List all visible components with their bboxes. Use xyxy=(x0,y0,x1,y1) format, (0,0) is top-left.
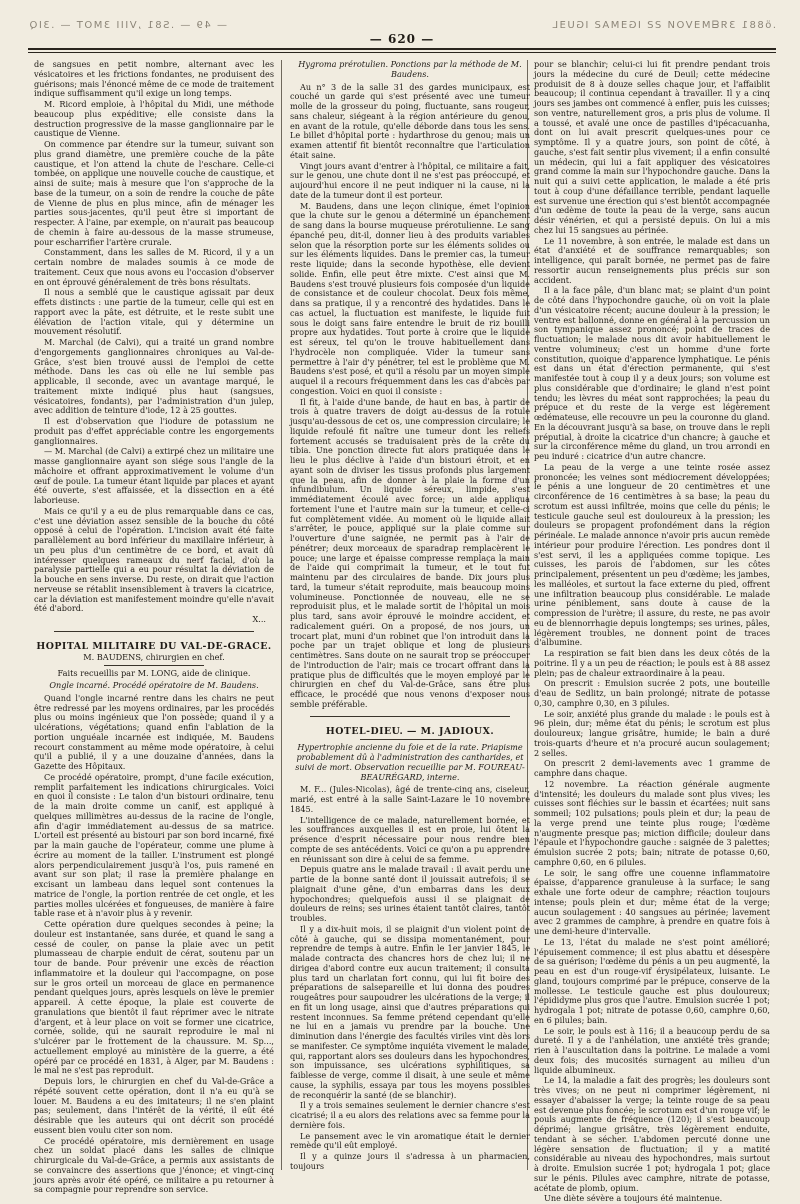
section-chief: M. BAUDENS, chirurgien en chef. xyxy=(83,651,225,662)
paragraph: On prescrit : Emulsion sucrée 2 pots, une bouteille d'eau de Sedlitz, un bain prolongé; nitrate de potasse 0,30, camphre 0,30, en 3 pilules. xyxy=(534,678,770,708)
paragraph: M. Marchal (de Calvi), qui a traité un grand nombre d'engorgements ganglionnaires chroniques au Val-de-Grâce, s'est bien trouvé aussi de l'emploi de cette méthode. Dans les cas où elle ne lui semble pas applicable, il seconde, avec un avantage marqué, le traitement mixte indiqué plus haut (sangsues, vésicatoires, fondants), par l'administration d'un julep, avec addition de teinture d'iode, 12 à 25 gouttes. xyxy=(34,337,274,416)
paragraph: Il y a quinze jours il s'adressa à un pharmacien, toujours xyxy=(290,1151,530,1171)
paragraph: Quand l'ongle incarné rentre dans les chairs ne peut être redressé par les moyens ordinaires, par les procédés plus ou moins ingénieux que l'on possède; quand il y a ulcérations, végétations; quand enfin l'ablation de la portion unguéale incarnée est indiquée, M. Baudens recourt constamment au même mode opératoire, à celui qu'il a publié, il y a une douzaine d'années, dans la Gazette des Hôpitaux. xyxy=(34,692,274,771)
paragraph: La peau de la verge a une teinte rosée assez prononcée; les veines sont médiocrement développées; le pénis a une longueur de 20 centimètres et une circonférence de 16 centimètres à sa base; la peau du scrotum est aussi infiltrée, moins que celle du pénis; le testicule gauche seul est douloureux à la pression; les douleurs se propagent profondément dans la région périnéale. Le malade annonce n'avoir pris aucun remède intérieur pour produire l'érection. Les pondres dont il s'est servi, il les a appliquées comme topique. Les cuisses, les parois de l'abdomen, sur les côtes principalement, présentent un peu d'œdème; les jambes, les malléoles, et surtout la face externe du pied, offrent une infiltration beaucoup plus considérable. Le malade urine péniblement, sans doute à cause de la compression de l'urètre; il assure, du reste, ne pas avoir eu de blennorrhagie depuis longtemps; ses urines, pâles, légèrement troubles, ne donnent point de traces d'albumine. xyxy=(534,461,770,648)
column-2 xyxy=(290,59,530,1171)
paragraph: 12 novembre. La réaction générale augmente d'intensité; les douleurs du malade sont plus vives; les cuisses sont fléchies sur le bassin et écartées; nuit sans sommeil; 102 pulsations; pouls plein et dur; la peau de la verge prend une teinte plus rouge; l'œdème n'augmente presque pas; miction difficile; douleur dans l'épaule et l'hypochondre gauche : saignée de 3 palettes; émulsion sucrée 2 pots; bain; nitrate de potasse 0,60, camphre 0,60, en 6 pilules. xyxy=(534,778,770,867)
paragraph: Il est d'observation que l'iodure de potassium ne produit pas d'effet appréciable contre les engorgements ganglionnaires. xyxy=(34,416,274,446)
paragraph: Cette opération dure quelques secondes à peine; la douleur est instantanée, sans durée, et quand le sang a cessé de couler, on panse la plaie avec un petit plumasseau de charpie enduit de cérat, soutenu par un tour de bande. Pour prévenir une excès de réaction inflammatoire et la douleur qui l'accompagne, on pose sur le gros orteil un morceau de glace en permanence pendant quelques jours, après lesquels on lève le premier appareil. À cette époque, la plaie est couverte de granulations que bientôt il faut réprimer avec le nitrate d'argent, et à leur place on voit se former une cicatrice, cornée, solide, qui ne saurait reproduire le mal ni s'ulcérer par le frottement de la chaussure. M. Sp..., actuellement employé au ministère de la guerre, a été opéré par ce procédé en 1831, à Alger, par M. Baudens : le mal ne s'est pas reproduit. xyxy=(34,919,274,1076)
section-title-val-de-grace: HOPITAL MILITAIRE DU VAL-DE-GRACE. xyxy=(36,640,272,652)
paragraph: Il y a trois semaines seulement le dernier chancre s'est cicatrisé; il a eu alors des relations avec sa femme pour la dernière fois. xyxy=(290,1100,530,1130)
paragraph: On commence par étendre sur la tumeur, suivant son plus grand diamètre, une première couche de la pâte caustique, et l'on attend la chute de l'eschare. Celle-ci tombée, on applique une nouvelle couche de caustique, et ainsi de suite; mais à mesure que l'on s'approche de la base de la tumeur, on a soin de rendre la couche de pâte de Vienne de plus en plus mince, afin de ménager les parties sous-jacentes, qu'il peut être si important de respecter. À l'aine, par exemple, on n'aurait pas beaucoup de chemin à faire au-dessous de la masse strumeuse, pour escharrifier l'artère crurale. xyxy=(34,139,274,247)
header-rule xyxy=(28,48,776,50)
paragraph: On prescrit 2 demi-lavements avec 1 gramme de camphre dans chaque. xyxy=(534,758,770,778)
paragraph: Constamment, dans les salles de M. Ricord, il y a un certain nombre de malades soumis à ce mode de traitement. Ceux que nous avons eu l'occasion d'observer en ont éprouvé généralement de très bons résultats. xyxy=(34,247,274,287)
page-header xyxy=(28,14,776,56)
section-title-hotel-dieu: HOTEL-DIEU. — M. JADIOUX. xyxy=(325,725,495,737)
paragraph: Il y a dix-huit mois, il se plaignit d'un violent point de côté à gauche, qui se dissipa momentanément, pour reprendre de temps à autre. Enfin le 1er janvier 1845, le malade contracta des chancres hors de chez lui; il ne dirigea d'abord contre eux aucun traitement; il consulta plus tard un charlatan fort connu, qui lui fit boire des préparations de salsepareille et lui donna des poudres rougeâtres pour saupoudrer les ulcérations de la verge; il en fit un long usage, ainsi que d'autres préparations qui restent inconnues. Sa femme prétend cependant qu'elle ne lui en a jamais vu prendre par la bouche. Une diminution dans l'énergie des facultés viriles vint dès lors se manifester. Ce symptôme inquiéta vivement le malade, qui, rapportant alors ses douleurs dans les hypochondres, son impuissance, ses ulcérations syphilitiques, sa faiblesse de verge, comme il disait, à une seule et même cause, la syphilis, essaya par tous les moyens possibles de reconquérir la santé (de se blanchir). xyxy=(290,923,530,1100)
paragraph: Il fit, à l'aide d'une bande, de haut en bas, à partir de trois à quatre travers de doigt au-dessus de la rotule jusqu'au-dessous de cet os, une compression circulaire; le liquide refoulé fit naître une tumeur dont les reliefs fortement accusés se traduisaient près de la crête du tibia. Une ponction directe fut alors pratiquée dans le lieu le plus déclive à l'aide d'un bistouri étroit, et en ayant soin de diviser les tissus profonds plus largement que la peau, afin de donner à la plaie la forme d'un infundibulum. Un liquide séreux, limpide, s'est immédiatement écoulé avec force; un aide appliqua fortement l'une et l'autre main sur la tumeur, et celle-ci fut complètement vidée. Au moment où le liquide allait s'arrêter, le pouce, appliqué sur la plaie comme sur l'ouverture d'une saignée, ne permit pas à l'air de pénétrer; deux morceaux de sparadrap remplacèrent le pouce; une large et épaisse compresse remplaça la main de l'aide qui comprimait la tumeur, et le tout fut maintenu par des circulaires de bande. Dix jours plus tard, la tumeur s'était reproduite, mais beaucoup moins volumineuse. Ponctionnée de nouveau, elle ne se reproduisit plus, et le malade sortit de l'hôpital un mois plus tard, sans avoir éprouvé le moindre accident, et radicalement guéri. On a proposé, de nos jours, un trocart plat, muni d'un robinet que l'on introduit dans la poche par un trajet oblique et long de plusieurs centimètres. Sans doute on ne saurait trop se préoccuper de l'introduction de l'air; mais ce trocart offrant dans la pratique plus de difficultés que le moyen employé par le chirurgien en chef du Val-de-Grâce, sans être plus efficace, le procédé que nous venons d'exposer nous semble préférable. xyxy=(290,396,530,709)
article-subtitle: Ongle incarné. Procédé opératoire de M. Baudens. xyxy=(49,680,259,690)
paragraph: Il a la face pâle, d'un blanc mat; se plaint d'un point de côté dans l'hypochondre gauche, où on voit la plaie d'un vésicatoire récent; aucune douleur à la pression; le ventre est ballonné, donne en général à la percussion un son tympanique assez prononcé; point de traces de fluctuation; le malade nous dit avoir habituellement le ventre volumineux; c'est un homme d'une forte constitution, quoique d'apparence lymphatique. Le pénis est dans un état d'érection permanente, qui s'est manifestée tout à coup il y a deux jours; son volume est plus considérable que d'ordinaire; le gland n'est point tendu; les lèvres du méat sont rapprochées; la peau du prépuce et du reste de la verge est légèrement œdémateuse, elle recouvre un peu la couronne du gland. En la découvrant jusqu'à sa base, on trouve dans le repli préputial, à droite la cicatrice d'un chancre; à gauche et sur la circonférence même du gland, un trou arrondi en peu induré : cicatrice d'un autre chancre. xyxy=(534,285,770,461)
paragraph: L'intelligence de ce malade, naturellement bornée, et les souffrances auxquelles il est en proie, lui ôtent la présence d'esprit nécessaire pour nous rendre bien compte de ses antécédents. Voici ce qu'on a pu apprendre en réunissant son dire à celui de sa femme. xyxy=(290,814,530,864)
paragraph: Le 14, la maladie a fait des progrès; les douleurs sont très vives; on ne peut ni comprimer légèrement, ni essayer d'abaisser la verge; la teinte rouge de sa peau est devenue plus foncée; le scrotum est d'un rouge vif; le pouls augmente de fréquence (120); il s'est beaucoup déprimé; langue grisâtre, très légèrement enduite, tendant à se sécher. L'abdomen percuté donne une légère sensation de fluctuation; il y a matité considérable au niveau des hypochondres, mais surtout à droite. Emulsion sucrée 1 pot; hydrogala 1 pot; glace sur le pénis. Pilules avec camphre, nitrate de potasse, acétate de plomb, opium. xyxy=(534,1075,770,1193)
paragraph: Le 11 novembre, à son entrée, le malade est dans un état d'anxiété et de souffrance remarquables; son intelligence, qui paraît bornée, ne permet pas de faire ressortir aucun renseignements plus précis sur son accident. xyxy=(534,235,770,285)
page-number: — 620 — xyxy=(369,32,435,46)
paragraph: Mais ce qu'il y a eu de plus remarquable dans ce cas, c'est une déviation assez sensible de la bouche du côté opposé à celui de l'opération. L'incision avait été faite parallèlement au bord inférieur du maxillaire inférieur, à un peu plus d'un centimètre de ce bord, et avait dû intéresser quelques rameaux du nerf facial, d'où la paralysie partielle qui a eu pour résultat la déviation de la bouche en sens inverse. Du reste, on dirait que l'action nerveuse se rétablit insensiblement à travers la cicatrice, car la déviation est manifestement moindre qu'elle n'avait été d'abord. xyxy=(34,505,274,614)
paragraph: Une diète sévère a toujours été maintenue. xyxy=(544,1193,723,1204)
paragraph: Au n° 3 de la salle 31 des gardes municipaux, est couché un garde qui s'est présenté avec une tumeur molle de la grosseur du poing, fluctuante, sans rougeur, sans chaleur, siégeant à la région antérieure du genou, en avant de la rotule, qu'elle déborde dans tous les sens. Le billet d'hôpital porte : hydarthrose du genou; mais un examen attentif fit bientôt reconnaître que l'articulation était saine. xyxy=(290,81,530,160)
paragraph: Il nous a semblé que le caustique agissait par deux effets distincts : une partie de la tumeur, celle qui est en rapport avec la pâte, est détruite, et le reste subit une élévation de l'action vitale, qui y détermine un mouvement résolutif. xyxy=(34,287,274,337)
paragraph: M. Ricord emploie, à l'hôpital du Midi, une méthode beaucoup plus expéditive; elle consiste dans la destruction progressive de la masse ganglionnaire par le caustique de Vienne. xyxy=(34,99,274,139)
paragraph: Le soir, le pouls est à 116; il a beaucoup perdu de sa dureté. Il y a de l'anhélation, une anxiété très grande; rien à l'auscultation dans la poitrine. Le malade a vomi deux fois; des mucosités surnagent au milieu d'un liquide albumineux. xyxy=(534,1025,770,1075)
signature: X... xyxy=(252,614,266,624)
paragraph: Le soir, anxiété plus grande du malade : le pouls est à 96 plein, dur; même état du pénis; le scrotum est plus douloureux; langue grisâtre, humide; le bain a duré trois-quarts d'heure et n'a procuré aucun soulagement; 2 selles. xyxy=(534,708,770,758)
paragraph: M. F... (Jules-Nicolas), âgé de trente-cinq ans, ciseleur, marié, est entré à la salle Saint-Lazare le 10 novembre 1845. xyxy=(290,784,530,814)
section-separator xyxy=(104,665,204,666)
section-separator xyxy=(54,631,254,632)
section-collected-by: Faits recueillis par M. LONG, aide de clinique. xyxy=(57,668,251,679)
article-subtitle: Hypertrophie ancienne du foie et de la rate. Priapisme probablement dû à l'administration des cantharides, et suivi de mort. Observation recueillie par M. FOUREAU-BEAURÉGARD, interne. xyxy=(295,742,525,782)
paragraph: Ce procédé opératoire, prompt, d'une facile exécution, remplit parfaitement les indications chirurgicales. Voici en quoi il consiste : Le talon d'un bistouri ordinaire, tenu de la main droite comme un canif, est appliqué à quelques millimètres au-dessus de la racine de l'ongle, afin d'agir immédiatement au-dessus de sa matrice. L'orteil est présenté au bistouri par son bord incarné, fixé par la main gauche de l'opérateur, comme une plume à écrire au moment de la tailler. L'instrument est plongé alors perpendiculairement jusqu'à l'os, puis ramené en avant sur son plat; il rase la première phalange en excisant un lambeau dans lequel sont contenues la matrice de l'ongle, la portion rentrée de cet ongle, et les parties molles ulcérées et fongueuses, de manière à faire table rase et à n'avoir plus à y revenir. xyxy=(34,771,274,919)
paragraph: Le pansement avec le vin aromatique était le dernier remède qu'il eût employé. xyxy=(290,1130,530,1151)
paragraph: de sangsues en petit nombre, alternant avec les vésicatoires et les frictions fondantes, ne produisent des guérisons; mais l'énoncé même de ce mode de traitement indique suffisamment qu'il exige un long temps. xyxy=(34,59,274,99)
header-rule-thin xyxy=(28,52,776,53)
paragraph: — M. Marchal (de Calvi) a extirpé chez un militaire une masse ganglionnaire ayant son siége sous l'angle de la mâchoire et offrant approximativement le volume d'un œuf de poule. La tumeur étant liquide par places et ayant été ouverte, s'est affaissée, et la dissection en a été laborieuse. xyxy=(34,446,274,505)
paragraph: pour se blanchir; celui-ci lui fit prendre pendant trois jours la médecine du curé de Deuil; cette médecine produisit de 8 à douze selles chaque jour, et l'affaiblit beaucoup; il continua cependant à travailler. Il y a cinq jours ses jambes ont commencé à enfler, puis les cuisses; son ventre, naturellement gros, a pris plus de volume. Il a toussé, et avalé une once de pastilles d'ipécacuanha, dont on lui avait prescrit quelques-unes pour ce symptôme. Il y a quatre jours, son point de côté, à gauche, s'est fait sentir plus vivement; il a enfin consulté un médecin, qui lui a fait appliquer des vésicatoires grand comme la main sur l'hypochondre gauche. Dans la nuit qui a suivi cette application, le malade a été pris tout à coup d'une défaillance terrible, pendant laquelle est survenue une érection qui s'est bientôt accompagnée d'un œdème de toute la peau de la verge, sans aucun désir vénérien, et qui a persisté depuis. On lui a mis chez lui 15 sangsues au périnée. xyxy=(534,59,770,235)
section-separator xyxy=(310,716,510,717)
article-title-hygroma: Hygroma prérotulien. Ponctions par la méthode de M. Baudens. xyxy=(298,59,522,79)
bleed-through-right: .ö881 3ЯᗺMƎVOИ ƧƧ IGƎMAƧ IGUƎL xyxy=(550,20,776,31)
paragraph: Vingt jours avant d'entrer à l'hôpital, ce militaire a fait, sur le genou, une chute dont il ne s'est pas préoccupé, et aujourd'hui encore il ne peut indiquer ni la cause, ni la date de la tumeur dont il est porteur. xyxy=(290,160,530,200)
paragraph: M. Baudens, dans une leçon clinique, émet l'opinion que la chute sur le genou a déterminé un épanchement de sang dans la bourse muqueuse prérotulienne. Le sang épanché peu, dit-il, donner lieu à des produits variables selon que la résorption porte sur les éléments solides ou sur les éléments liquides. Dans le premier cas, la tumeur reste liquide; dans la seconde hypothèse, elle devient solide. Enfin, elle peut être mixte. C'est ainsi que M. Baudens s'est trouvé plusieurs fois composée d'un liquide de consistance et de couleur chocolat. Deux fois même, dans sa pratique, il y a rencontré des hydatides. Dans le cas actuel, la fluctuation est manifeste, le liquide fuit sous le doigt sans faire entendre le bruit de riz bouilli propre aux hydatides. Tout porte à croire que le liquide est séreux, tel qu'on le trouve habituellement dans l'hydrocèle non compliquée. Vider la tumeur sans permettre à l'air d'y pénétrer, tel est le problème que M. Baudens s'est posé, et qu'il a résolu par un moyen simple auquel il a recours fréquemment dans les cas d'abcès par congestion. Voici en quoi il consiste : xyxy=(290,200,530,396)
column-divider xyxy=(281,60,282,1170)
paragraph: Le soir, le sang offre une couenne inflammatoire épaisse, d'apparence granuleuse à la surface; le sang exhale une forte odeur de camphre; réaction toujours intense; pouls plein et dur; même état de la verge; aucun soulagement : 40 sangsues au périnée; lavement avec 2 grammes de camphre, à prendre en quatre fois à une demi-heure d'intervalle. xyxy=(534,867,770,936)
section-separator xyxy=(360,739,460,740)
paragraph: La respiration se fait bien dans les deux côtés de la poitrine. Il y a un peu de réaction; le pouls est à 88 assez plein; pas de chaleur extraordinaire à la peau. xyxy=(534,648,770,678)
paragraph: Ce procédé opératoire, mis dernièrement en usage chez un soldat placé dans les salles de clinique chirurgicale du Val-de-Grâce, a permis aux assistants de se convaincre des assertions que j'énonce; et vingt-cinq jours après avoir été opéré, ce militaire a pu retourner à sa compagnie pour reprendre son service. xyxy=(34,1135,274,1195)
paragraph: Le 13, l'état du malade ne s'est point amélioré; l'épuisement commence; il est plus abattu et désespère de sa guérison; l'œdème du pénis a un peu augmenté, la peau en est d'un rouge-vif érysipélateux, luisante. Le gland, toujours comprimé par le prépuce, conserve de la mollesse. Le testicule gauche est plus douloureux; l'épididyme plus gros que l'autre. Emulsion sucrée 1 pot; hydrogala 1 pot; nitrate de potasse 0,60, camphre 0,60, en 6 pilules; bain. xyxy=(534,936,770,1025)
paragraph: Depuis lors, le chirurgien en chef du Val-de-Grâce a répété souvent cette opération, dont il n'a eu qu'à se louer. M. Baudens a eu des imitateurs; il ne s'en plaint pas; seulement, dans l'intérêt de la vérité, il eût été désirable que les auteurs qui ont décrit son procédé eussent bien voulu citer son nom. xyxy=(34,1076,274,1135)
column-3 xyxy=(534,59,770,1204)
column-1 xyxy=(34,59,274,1195)
bleed-through-left: — 49 — .S81 ,VIII 3MOT — .3IQ xyxy=(28,20,227,31)
paragraph: Depuis quatre ans le malade travail : il avait perdu une partie de la bonne santé dont il jouissait autrefois; il se plaignait d'une gêne, d'un embarras dans les deux hypochondres; quelquefois aussi il se plaignait de douleurs de reins; ses urines étaient tantôt claires, tantôt troubles. xyxy=(290,864,530,923)
